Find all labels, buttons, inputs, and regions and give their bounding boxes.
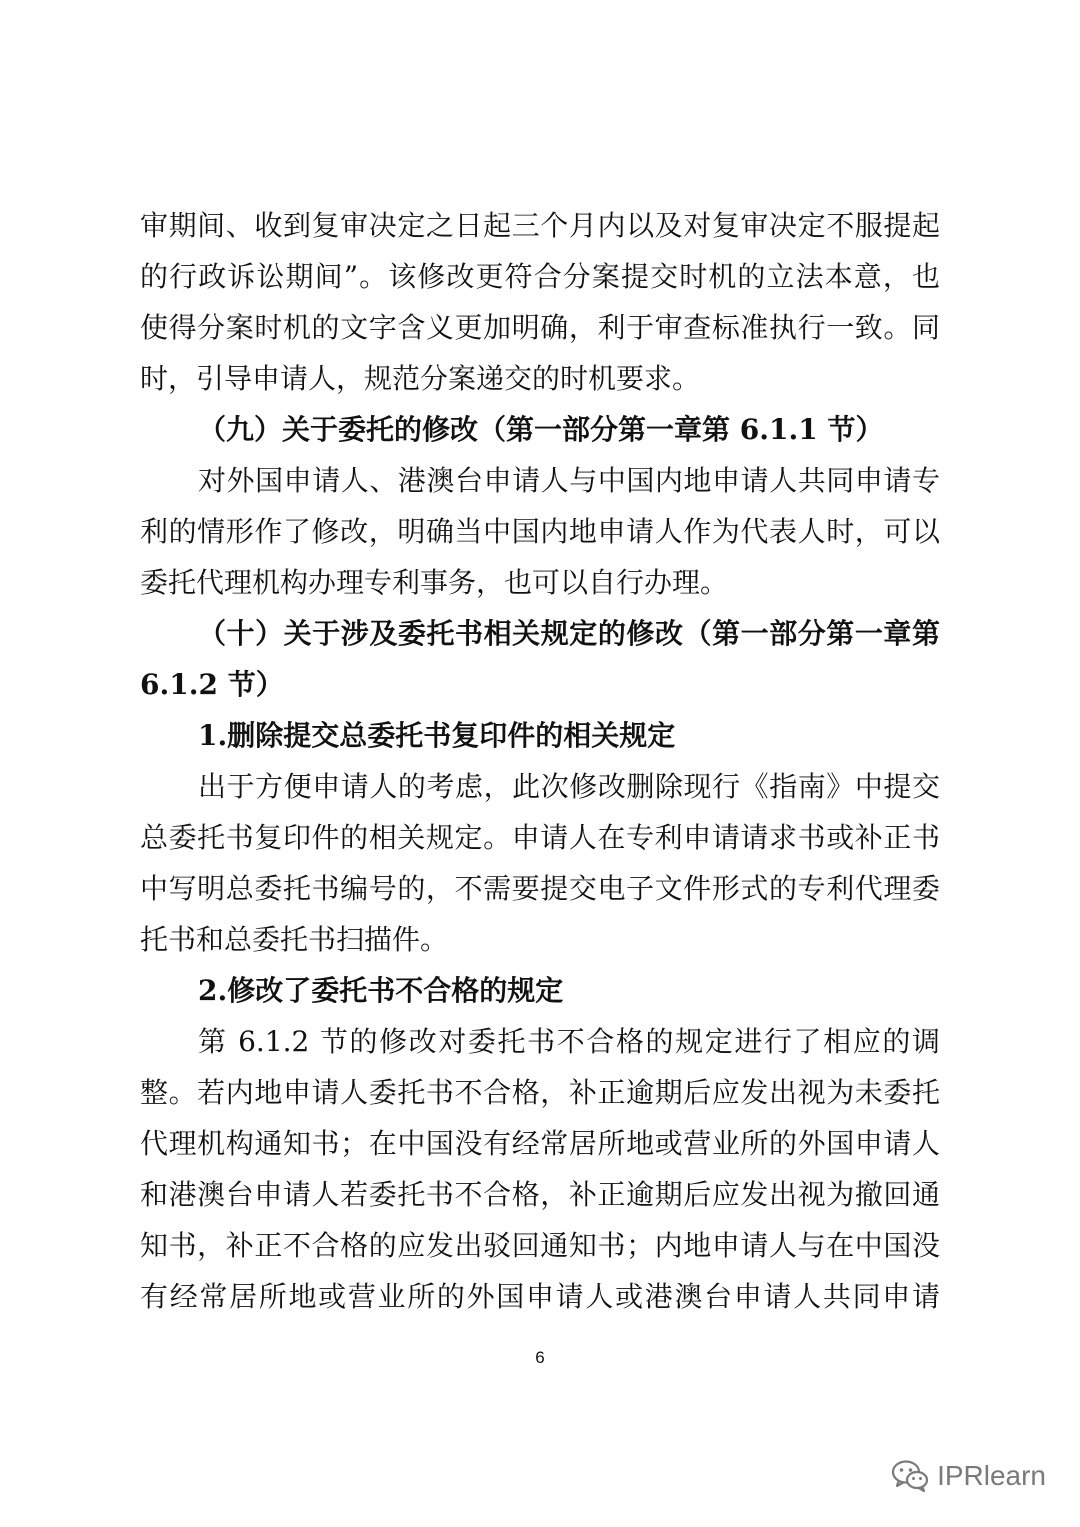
body-line: 的行政诉讼期间”。该修改更符合分案提交时机的立法本意，也 <box>140 260 940 293</box>
section-heading-9: （九）关于委托的修改（第一部分第一章第 6.1.1 节） <box>198 413 884 446</box>
body-line: 中写明总委托书编号的，不需要提交电子文件形式的专利代理委 <box>140 872 940 905</box>
body-line: 托书和总委托书扫描件。 <box>140 923 449 956</box>
body-line: 委托代理机构办理专利事务，也可以自行办理。 <box>140 566 729 599</box>
subheading-2: 2.修改了委托书不合格的规定 <box>198 974 564 1007</box>
body-line: 总委托书复印件的相关规定。申请人在专利申请请求书或补正书 <box>140 821 940 854</box>
body-line: 出于方便申请人的考虑，此次修改删除现行《指南》中提交 <box>198 770 940 803</box>
body-line: 时，引导申请人，规范分案递交的时机要求。 <box>140 362 701 395</box>
body-line: 知书，补正不合格的应发出驳回通知书；内地申请人与在中国没 <box>140 1229 940 1262</box>
body-line: 使得分案时机的文字含义更加明确，利于审查标准执行一致。同 <box>140 311 940 344</box>
watermark <box>891 1456 1046 1496</box>
body-line: 整。若内地申请人委托书不合格，补正逾期后应发出视为未委托 <box>140 1076 940 1109</box>
body-line: 第 6.1.2 节的修改对委托书不合格的规定进行了相应的调 <box>198 1025 940 1058</box>
body-line: 有经常居所地或营业所的外国申请人或港澳台申请人共同申请 <box>140 1280 940 1313</box>
wechat-icon <box>891 1459 929 1493</box>
section-heading-10: （十）关于涉及委托书相关规定的修改（第一部分第一章第 <box>198 617 940 650</box>
body-line: 审期间、收到复审决定之日起三个月内以及对复审决定不服提起 <box>140 209 940 242</box>
body-line: 对外国申请人、港澳台申请人与中国内地申请人共同申请专 <box>198 464 940 497</box>
page-number: 6 <box>535 1348 545 1367</box>
section-heading-10-cont: 6.1.2 节） <box>140 668 284 701</box>
subheading-1: 1.删除提交总委托书复印件的相关规定 <box>198 719 676 752</box>
body-line: 和港澳台申请人若委托书不合格，补正逾期后应发出视为撤回通 <box>140 1178 940 1211</box>
body-line: 利的情形作了修改，明确当中国内地申请人作为代表人时，可以 <box>140 515 940 548</box>
watermark-text: IPRlearn <box>937 1460 1046 1491</box>
body-line: 代理机构通知书；在中国没有经常居所地或营业所的外国申请人 <box>140 1127 940 1160</box>
